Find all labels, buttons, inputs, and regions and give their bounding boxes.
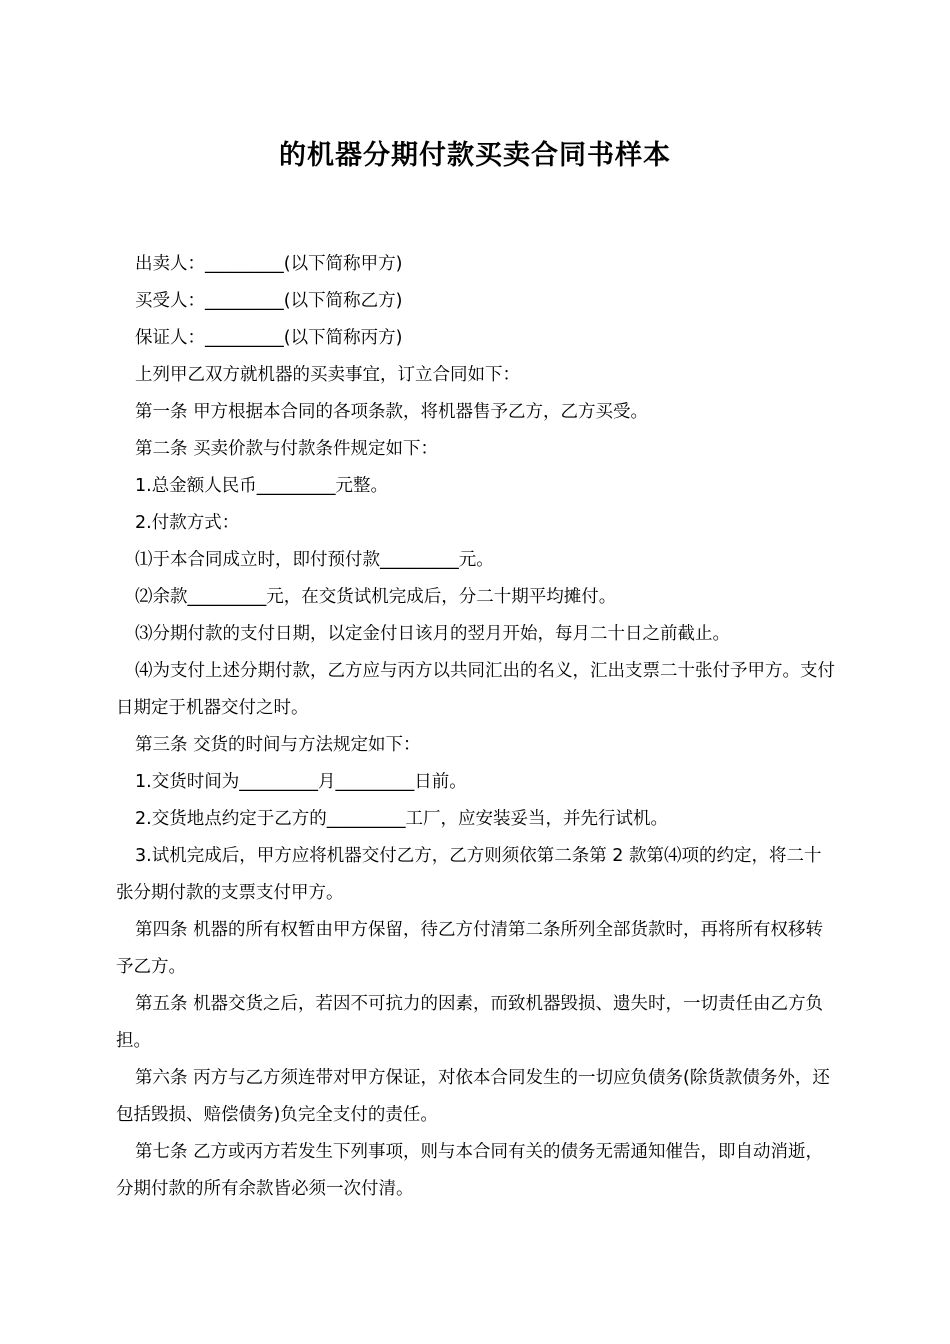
document-title: 的机器分期付款买卖合同书样本	[279, 140, 671, 171]
paragraph-article-3-item-3: 3.试机完成后，甲方应将机器交付乙方，乙方则须依第二条第 2 款第⑷项的约定，将二十张分期付款的支票支付甲方。	[116, 846, 822, 903]
contract-body	[116, 246, 836, 1208]
paragraph-buyer: 买受人：_________(以下简称乙方)	[135, 291, 403, 311]
paragraph-article-2-sub-4: ⑷为支付上述分期付款，乙方应与丙方以共同汇出的名义，汇出支票二十张付予甲方。支付日期定于机器交付之时。	[116, 661, 835, 718]
paragraph-article-4: 第四条 机器的所有权暂由甲方保留，待乙方付清第二条所列全部货款时，再将所有权移转予乙方。	[116, 920, 824, 977]
paragraph-article-7: 第七条 乙方或丙方若发生下列事项，则与本合同有关的债务无需通知催告，即自动消逝，分期付款的所有余款皆必须一次付清。	[116, 1142, 824, 1199]
paragraph-article-2-item-2: 2.付款方式：	[135, 513, 240, 533]
paragraph-article-2-sub-3: ⑶分期付款的支付日期，以定金付日该月的翌月开始，每月二十日之前截止。	[135, 624, 730, 644]
paragraph-article-3: 第三条 交货的时间与方法规定如下：	[135, 735, 421, 755]
paragraph-article-3-item-1: 1.交货时间为_________月_________日前。	[135, 772, 467, 792]
paragraph-article-2-item-1: 1.总金额人民币_________元整。	[135, 476, 388, 496]
paragraph-preamble: 上列甲乙双方就机器的买卖事宜，订立合同如下：	[135, 365, 520, 385]
paragraph-article-5: 第五条 机器交货之后，若因不可抗力的因素，而致机器毁损、遗失时，一切责任由乙方负担。	[116, 994, 824, 1051]
paragraph-seller: 出卖人：_________(以下简称甲方)	[135, 254, 403, 274]
paragraph-article-2-sub-1: ⑴于本合同成立时，即付预付款_________元。	[135, 550, 494, 570]
paragraph-article-3-item-2: 2.交货地点约定于乙方的_________工厂，应安装妥当，并先行试机。	[135, 809, 668, 829]
paragraph-article-2-sub-2: ⑵余款_________元，在交货试机完成后，分二十期平均摊付。	[135, 587, 617, 607]
paragraph-article-2: 第二条 买卖价款与付款条件规定如下：	[135, 439, 439, 459]
paragraph-guarantor: 保证人：_________(以下简称丙方)	[135, 328, 403, 348]
paragraph-article-6: 第六条 丙方与乙方须连带对甲方保证，对依本合同发生的一切应负债务(除货款债务外，还包括毁损、赔偿债务)负完全支付的责任。	[116, 1068, 830, 1125]
paragraph-article-1: 第一条 甲方根据本合同的各项条款，将机器售予乙方，乙方买受。	[135, 402, 649, 422]
